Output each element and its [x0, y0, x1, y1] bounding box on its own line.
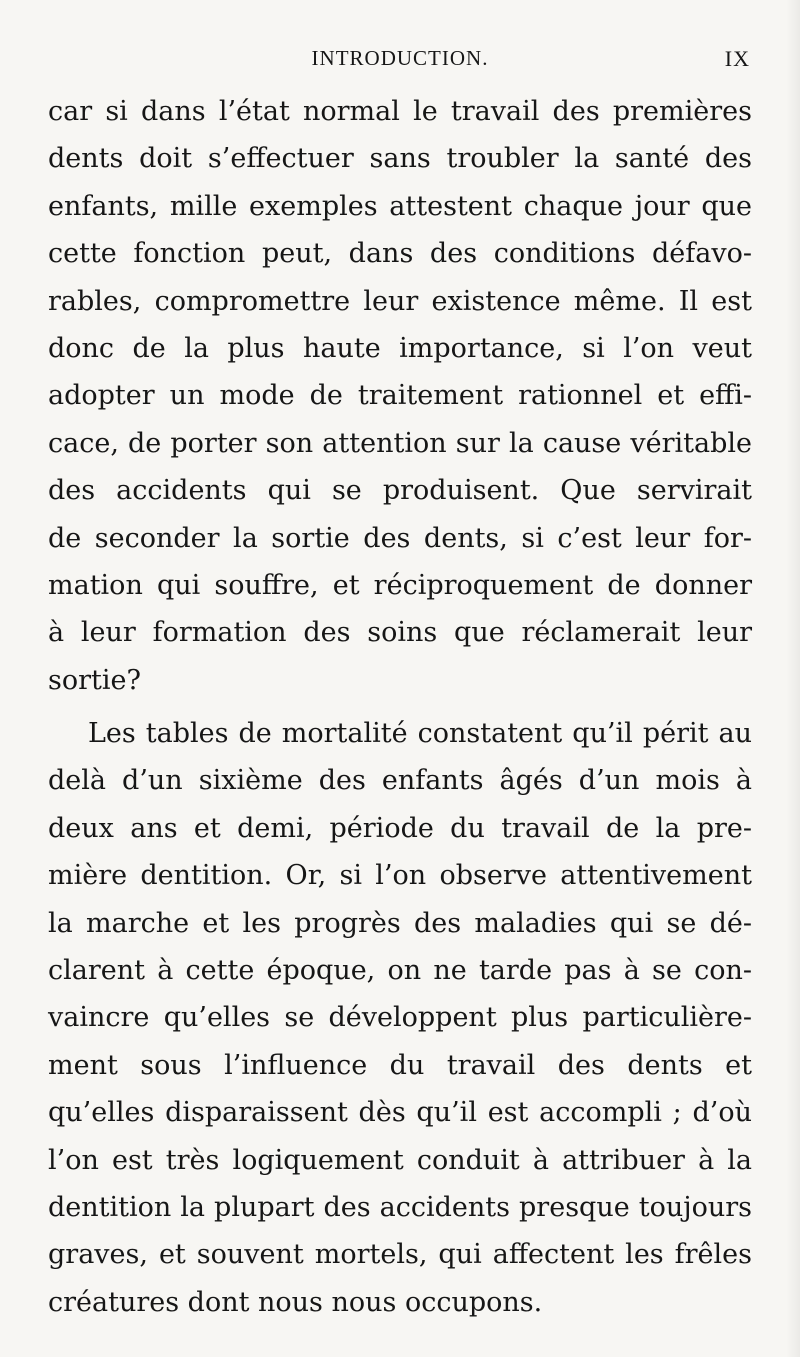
text-line: mière dentition. Or, si l’on observe attentivement [48, 860, 752, 892]
text-line: donc de la plus haute importance, si l’on veut [48, 332, 752, 364]
paragraph-1 [48, 88, 752, 704]
text-line: la marche et les progrès des maladies qui se dé- [48, 907, 752, 939]
text-line: vaincre qu’elles se développent plus particulière- [48, 1002, 752, 1034]
text-line: qu’elles disparaissent dès qu’il est accompli ; d’où [48, 1097, 752, 1129]
text-line: rables, compromettre leur existence même. Il est [48, 285, 752, 317]
text-line: sortie? [48, 664, 141, 696]
text-line: cette fonction peut, dans des conditions défavo- [48, 238, 752, 270]
text-line: dentition la plupart des accidents presque toujours [48, 1191, 752, 1223]
page-header [50, 44, 750, 74]
text-line: clarent à cette époque, on ne tarde pas à se con- [48, 955, 752, 987]
text-line: créatures dont nous nous occupons. [48, 1286, 543, 1318]
text-line: Les tables de mortalité constatent qu’il périt au [88, 718, 752, 750]
text-line: de seconder la sortie des dents, si c’est leur for- [48, 522, 752, 554]
paragraph-2 [48, 710, 752, 1326]
text-line: mation qui souffre, et réciproquement de donner [48, 569, 752, 601]
running-head: INTRODUCTION. [311, 46, 489, 70]
scan-shadow [786, 0, 800, 1357]
text-line: graves, et souvent mortels, qui affectent les frêles [48, 1239, 752, 1271]
text-line: des accidents qui se produisent. Que servirait [48, 475, 752, 507]
text-line: cace, de porter son attention sur la cause véritable [48, 427, 752, 459]
text-line: car si dans l’état normal le travail des premières [48, 96, 752, 127]
text-line: ment sous l’influence du travail des dents et [48, 1049, 752, 1081]
text-line: dents doit s’effectuer sans troubler la santé des [48, 143, 752, 175]
body-text [48, 88, 752, 1326]
text-line: à leur formation des soins que réclamerait leur [48, 617, 752, 649]
text-line: l’on est très logiquement conduit à attribuer à la [48, 1144, 752, 1176]
text-line: deux ans et demi, période du travail de la pre- [48, 812, 752, 844]
text-line: delà d’un sixième des enfants âgés d’un mois à [48, 765, 752, 797]
text-line: enfants, mille exemples attestent chaque jour que [48, 190, 752, 222]
text-line: adopter un mode de traitement rationnel et effi- [48, 380, 752, 412]
page-number: IX [724, 46, 750, 71]
